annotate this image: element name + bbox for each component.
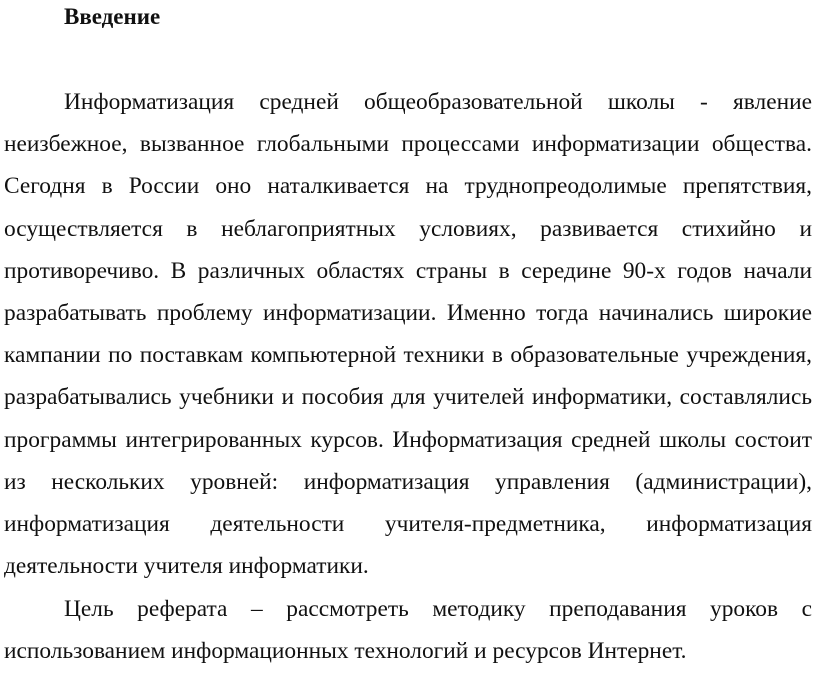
- section-heading: Введение: [64, 4, 161, 29]
- intro-paragraph: Информатизация средней общеобразовательной школы - явление неизбежное, вызванное глобальными процессами информатизации общества. Сегодня в России оно наталкивается на труднопреодолимые препятствия, осуществляется в неблагоприятных условиях, развивается стихийно и противоречиво. В различных областях страны в середине 90-х годов начали разрабатывать проблему информатизации. Именно тогда начинались широкие кампании по поставкам компьютерной техники в образовательные учреждения, разрабатывались учебники и пособия для учителей информатики, составлялись программы интегрированных курсов. Информатизация средней школы состоит из нескольких уровней: информатизация управления (администрации), информатизация деятельности учителя-предметника, информатизация деятельности учителя информатики.: [4, 89, 812, 580]
- goal-paragraph: Цель реферата – рассмотреть методику преподавания уроков с использованием информационных технологий и ресурсов Интернет.: [4, 596, 812, 665]
